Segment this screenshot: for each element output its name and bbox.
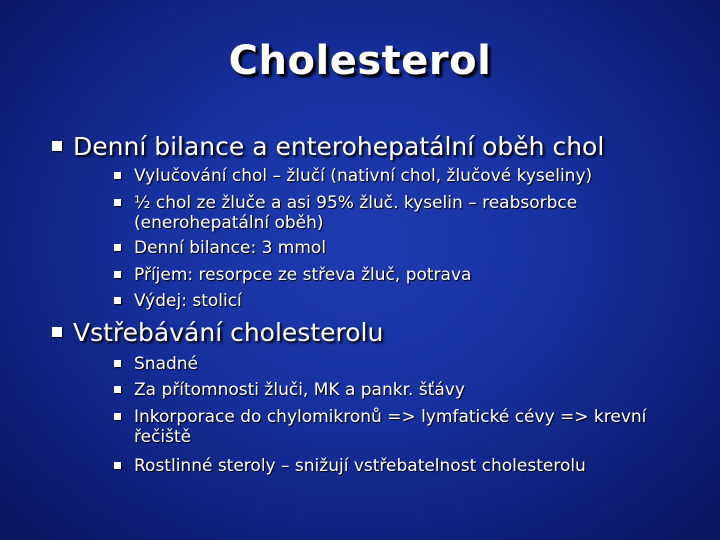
square-bullet-icon: [114, 199, 121, 206]
square-bullet-icon: [114, 297, 121, 304]
square-bullet-icon: [114, 462, 121, 469]
heading-text: Vstřebávání cholesterolu: [73, 318, 384, 347]
square-bullet-icon: [114, 386, 121, 393]
sub-bullet-text: Rostlinné steroly – snižují vstřebatelnost cholesterolu: [134, 456, 586, 476]
sub-bullet-text: Denní bilance: 3 mmol: [134, 238, 327, 258]
sub-bullet-text: Snadné: [134, 354, 199, 374]
heading-text: Denní bilance a enterohepatální oběh chol: [73, 132, 605, 161]
sub-bullet-text: [134, 193, 577, 233]
sub-bullet-line: ½ chol ze žluče a asi 95% žluč. kyselin – reabsorbce: [134, 193, 578, 213]
square-bullet-icon: [114, 172, 121, 179]
sub-bullet-text: [134, 407, 646, 447]
sub-bullet-text: Vylučování chol – žlučí (nativní chol, žlučové kyseliny): [134, 166, 593, 186]
sub-bullet-line: (enerohepatální oběh): [134, 213, 324, 233]
sub-bullet-text: Za přítomnosti žluči, MK a pankr. šťávy: [134, 380, 465, 400]
sub-bullet-text: Příjem: resorpce ze střeva žluč, potrava: [134, 265, 472, 285]
square-bullet-icon: [114, 271, 121, 278]
square-bullet-icon: [114, 413, 121, 420]
slide-title: Cholesterol: [228, 38, 492, 84]
sub-bullet-text: Výdej: stolicí: [134, 291, 242, 311]
square-bullet-icon: [52, 327, 62, 337]
square-bullet-icon: [52, 141, 62, 151]
sub-bullet-line: Inkorporace do chylomikronů => lymfatické cévy => krevní: [134, 407, 647, 427]
square-bullet-icon: [114, 244, 121, 251]
square-bullet-icon: [114, 360, 121, 367]
sub-bullet-line: řečiště: [134, 427, 192, 447]
